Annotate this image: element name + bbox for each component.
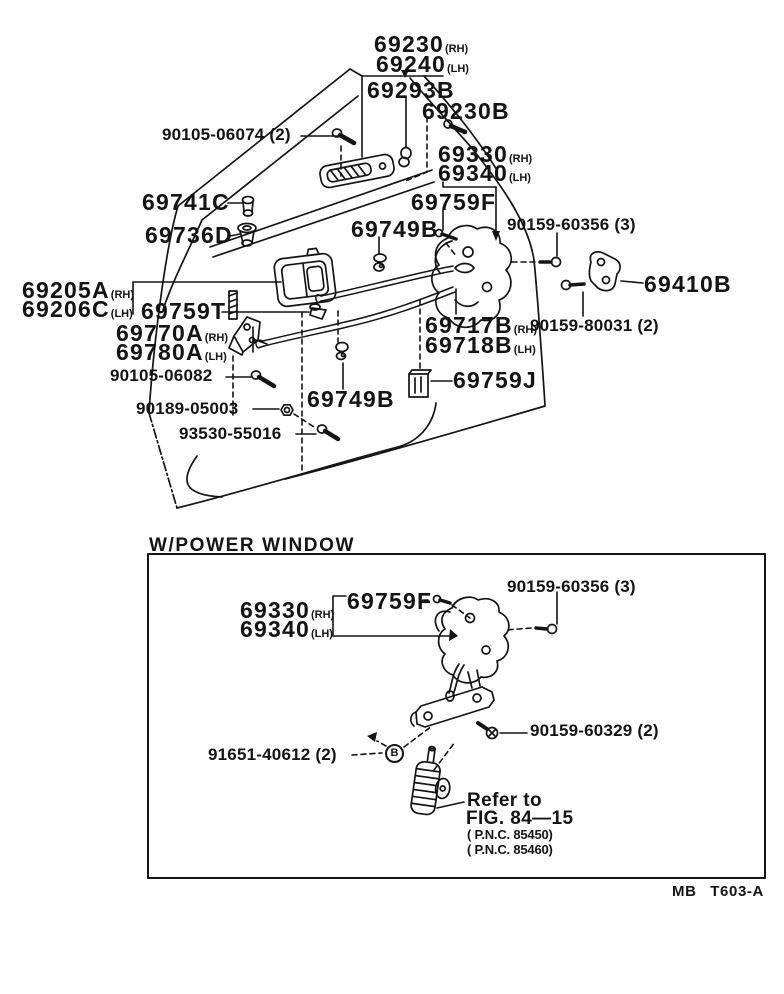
part-label-69741C: 69741C — [142, 189, 230, 215]
inside-handle-bezel-drawing — [273, 247, 337, 308]
part-label-90159-80031: 90159-80031 (2) — [530, 316, 659, 335]
part-label-69749B-1: 69749B — [351, 216, 439, 242]
part-label-69759J: 69759J — [453, 367, 537, 393]
part-label-69717B: 69717B(RH) — [425, 312, 537, 338]
part-label-90159-60356-main: 90159-60356 (3) — [507, 215, 636, 234]
pw-label-90159-60329: 90159-60329 (2) — [530, 721, 659, 740]
part-label-69230: 69230(RH) — [374, 31, 469, 57]
striker-69410B-drawing — [589, 252, 620, 291]
clip-69749B-2 — [336, 343, 348, 360]
part-label-69230B: 69230B — [422, 98, 510, 124]
part-label-69718B: 69718B(LH) — [425, 332, 536, 358]
part-label-90105-06074: 90105-06074 (2) — [162, 125, 291, 144]
part-label-93530-55016: 93530-55016 — [179, 424, 282, 443]
screw-93530-55016 — [318, 425, 339, 439]
part-label-69340: 69340(LH) — [438, 160, 531, 186]
pw-screw-90159-60356 — [536, 625, 557, 634]
pw-screw-90159-60329 — [478, 723, 498, 739]
nut-90189-05003 — [281, 405, 293, 415]
part-label-69780A: 69780A(LH) — [116, 339, 227, 365]
pw-label-69340: 69340(LH) — [240, 616, 333, 642]
part-label-69410B: 69410B — [644, 271, 732, 297]
spring-drawing — [229, 291, 237, 319]
callout-arrow — [367, 732, 377, 742]
part-label-69206C: 69206C(LH) — [22, 296, 133, 322]
part-label-69759T: 69759T — [141, 298, 227, 324]
power-window-title: W/POWER WINDOW — [149, 535, 356, 556]
clip-69749B-1 — [374, 254, 386, 271]
part-label-69205A: 69205A(RH) — [22, 277, 134, 303]
part-label-69770A: 69770A(RH) — [116, 320, 228, 346]
fastener-callout-b: B — [385, 744, 404, 763]
screw-90105-06082 — [252, 371, 275, 386]
part-label-90189-05003: 90189-05003 — [136, 399, 239, 418]
screw-90159-80031 — [562, 281, 585, 290]
page-code: MB T603-A — [672, 883, 764, 900]
part-label-90105-06082: 90105-06082 — [110, 366, 213, 385]
pw-label-69759F: 69759F — [347, 588, 433, 614]
relay-block-69759J-drawing — [409, 370, 431, 397]
pw-label-91651-40612: 91651-40612 (2) — [208, 745, 337, 764]
clip-69759T — [310, 304, 326, 319]
part-label-69293B: 69293B — [367, 77, 455, 103]
clip-69293B — [399, 148, 411, 167]
pw-screw-69759F — [434, 596, 451, 604]
clip-69741C — [243, 197, 254, 217]
screw-90159-60356-main — [540, 258, 561, 267]
part-label-69240: 69240(LH) — [376, 51, 469, 77]
part-label-69736D: 69736D — [145, 222, 233, 248]
pw-label-69330: 69330(RH) — [240, 597, 335, 623]
part-label-69759F: 69759F — [411, 189, 497, 215]
refer-note-line3: ( P.N.C. 85450) — [467, 827, 553, 842]
refer-note-line2: FIG. 84—15 — [466, 808, 574, 829]
refer-note-line4: ( P.N.C. 85460) — [467, 842, 553, 857]
refer-note-line1: Refer to — [467, 790, 542, 811]
pw-leader-dashes — [352, 600, 531, 770]
outside-handle-drawing — [319, 153, 396, 189]
lever-69770A-drawing — [229, 317, 260, 355]
pw-leader-lines — [333, 588, 557, 811]
part-label-69330: 69330(RH) — [438, 141, 533, 167]
pw-label-90159-60356: 90159-60356 (3) — [507, 577, 636, 596]
lock-actuator-drawing — [410, 745, 455, 817]
part-label-69749B-2: 69749B — [307, 386, 395, 412]
